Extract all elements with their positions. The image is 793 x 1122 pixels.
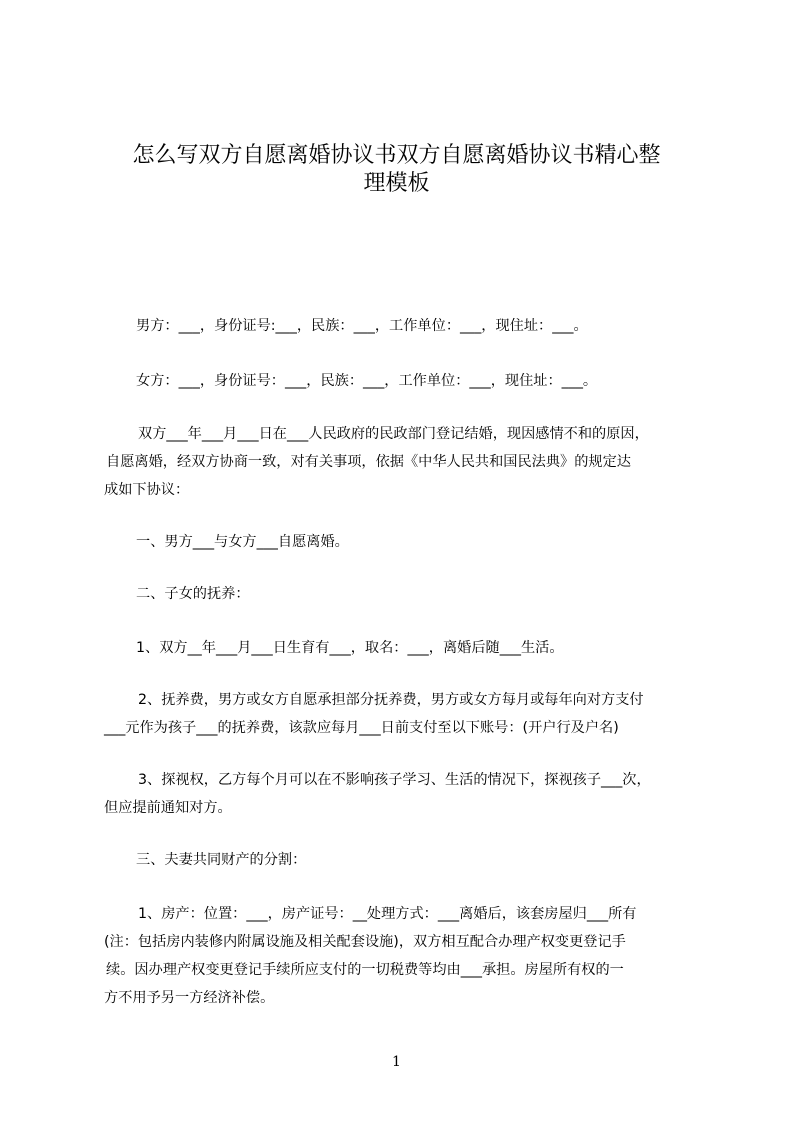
clause-2-item-3: [104, 766, 696, 822]
text-line: 1、房产：位置：___，房产证号：__处理方式：___离婚后，该套房屋归___所有: [138, 906, 637, 922]
clause-1-divorce: [104, 528, 696, 556]
text-line: 续。因办理产权变更登记手续所应支付的一切税费等均由___承担。房屋所有权的一: [106, 962, 624, 978]
text-line: 自愿离婚，经双方协商一致，对有关事项，依据《中华人民共和国民法典》的规定达: [106, 454, 631, 470]
clause-3-item-1: [104, 900, 696, 1012]
paragraph-female-party: [104, 367, 696, 395]
text-line: 但应提前通知对方。: [104, 800, 232, 816]
title-line-1: 怎么写双方自愿离婚协议书双方自愿离婚协议书精心整: [132, 143, 661, 168]
text-line: 二、子女的抚养：: [136, 586, 250, 602]
clause-3-heading: [104, 846, 696, 874]
text-line: (注：包括房内装修内附属设施及相关配套设施)，双方相互配合办理产权变更登记手: [104, 934, 626, 950]
paragraph-marriage-statement: [104, 420, 696, 504]
text-line: 1、双方__年___月___日生育有___，取名：___，离婚后随___生活。: [136, 640, 564, 656]
text-line: 双方___年___月___日在___人民政府的民政部门登记结婚，现因感情不和的原因，: [138, 426, 649, 442]
text-line: 方不用予另一方经济补偿。: [104, 990, 275, 1006]
text-line: 成如下协议：: [104, 482, 190, 498]
text-line: 三、夫妻共同财产的分割：: [136, 852, 307, 868]
text-line: 男方：___，身份证号:___，民族：___，工作单位：___，现住址：___。: [136, 318, 588, 334]
text-line: ___元作为孩子___的抚养费，该款应每月___日前支付至以下账号：(开户行及户名): [104, 720, 619, 736]
clause-2-item-2: [104, 686, 696, 742]
paragraph-male-party: [104, 312, 696, 340]
text-line: 女方：___，身份证号：___，民族：___，工作单位：___，现住址：___。: [136, 373, 598, 389]
page-title: [100, 142, 693, 198]
text-line: 3、探视权，乙方每个月可以在不影响孩子学习、生活的情况下，探视孩子___次，: [138, 772, 651, 788]
text-line: 2、抚养费，男方或女方自愿承担部分抚养费，男方或女方每月或每年向对方支付: [138, 692, 644, 708]
text-line: 一、男方___与女方___自愿离婚。: [136, 534, 349, 550]
clause-2-heading: [104, 580, 696, 608]
title-line-2: 理模板: [363, 171, 430, 196]
clause-2-item-1: [104, 634, 696, 662]
page-number: 1: [392, 1054, 401, 1070]
